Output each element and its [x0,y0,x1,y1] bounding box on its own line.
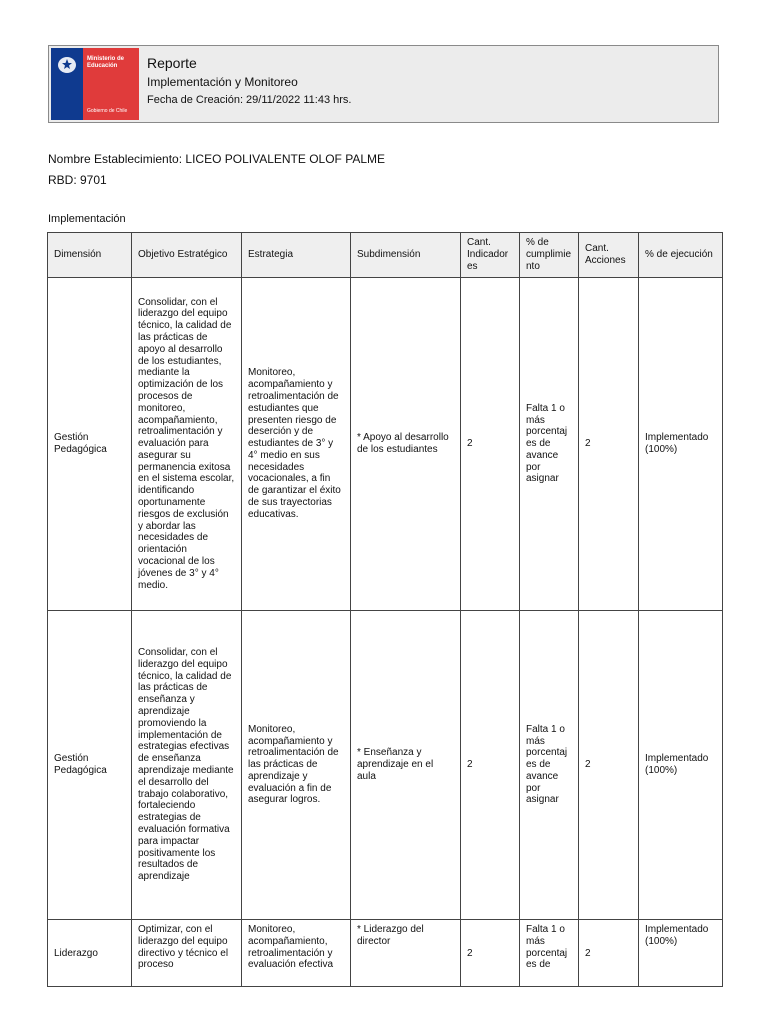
cell-objective: Consolidar, con el liderazgo del equipo técnico, la calidad de las prácticas de apoyo al desarrollo de los estudiantes, mediante la optimización de los procesos de monitoreo, acompañamiento, retroalimentación y evaluación para asegurar su permanencia exitosa en el sistema escolar, identificando oportunamente riesgos de exclusión y abordar las necesidades de orientación vocacional de los jóvenes de 3° y 4° medio. [132,278,242,611]
table-row [48,278,723,611]
creation-date: Fecha de Creación: 29/11/2022 11:43 hrs. [147,94,352,106]
cell-execution: Implementado (100%) [639,611,723,920]
implementation-table [47,232,723,987]
report-header [48,45,719,123]
section-title: Implementación [48,213,126,225]
logo-ministry-text: Ministerio de Educación [87,56,125,69]
header-indicators: Cant. Indicadores [461,233,520,278]
header-subdimension: Subdimensión [351,233,461,278]
cell-objective: Consolidar, con el liderazgo del equipo técnico, la calidad de las prácticas de enseñanza y aprendizaje promoviendo la implementación de estrategias efectivas de enseñanza aprendizaje mediante el desarrollo del trabajo colaborativo, fortaleciendo estrategias de evaluación formativa para impactar positivamente los resultados de aprendizaje [132,611,242,920]
establishment-name: Nombre Establecimiento: LICEO POLIVALENTE OLOF PALME [48,152,386,166]
cell-compliance: Falta 1 o más porcentajes de avance por asignar [520,611,579,920]
cell-dimension: Liderazgo [48,920,132,987]
cell-dimension: Gestión Pedagógica [48,611,132,920]
cell-actions: 2 [579,611,639,920]
cell-actions: 2 [579,278,639,611]
table-row [48,611,723,920]
cell-subdimension: * Enseñanza y aprendizaje en el aula [351,611,461,920]
report-title: Reporte [147,55,197,71]
report-subtitle: Implementación y Monitoreo [147,75,298,89]
cell-indicators: 2 [461,920,520,987]
cell-subdimension: * Apoyo al desarrollo de los estudiantes [351,278,461,611]
cell-dimension: Gestión Pedagógica [48,278,132,611]
header-actions: Cant. Acciones [579,233,639,278]
rbd-number: RBD: 9701 [48,173,107,187]
cell-indicators: 2 [461,278,520,611]
cell-compliance: Falta 1 o más porcentajes de [520,920,579,987]
logo-gov-text: Gobierno de Chile [87,108,128,114]
cell-objective: Optimizar, con el liderazgo del equipo directivo y técnico el proceso [132,920,242,987]
cell-strategy: Monitoreo, acompañamiento y retroalimentación de las prácticas de aprendizaje y evaluación a fin de asegurar logros. [242,611,351,920]
header-objective: Objetivo Estratégico [132,233,242,278]
cell-strategy: Monitoreo, acompañamiento y retroalimentación de estudiantes que presenten riesgo de deserción y de estudiantes de 3° y 4° medio en sus necesidades vocacionales, a fin de garantizar el éxito de sus trayectorias educativas. [242,278,351,611]
chile-crest-icon [55,54,79,76]
table-header-row [48,233,723,278]
header-strategy: Estrategia [242,233,351,278]
header-dimension: Dimensión [48,233,132,278]
cell-indicators: 2 [461,611,520,920]
header-compliance: % de cumplimiento [520,233,579,278]
cell-compliance: Falta 1 o más porcentajes de avance por asignar [520,278,579,611]
cell-strategy: Monitoreo, acompañamiento, retroalimentación y evaluación efectiva [242,920,351,987]
header-execution: % de ejecución [639,233,723,278]
cell-execution: Implementado (100%) [639,278,723,611]
cell-execution: Implementado (100%) [639,920,723,987]
cell-actions: 2 [579,920,639,987]
table-row [48,920,723,987]
ministry-logo [51,48,139,120]
cell-subdimension: * Liderazgo del director [351,920,461,987]
